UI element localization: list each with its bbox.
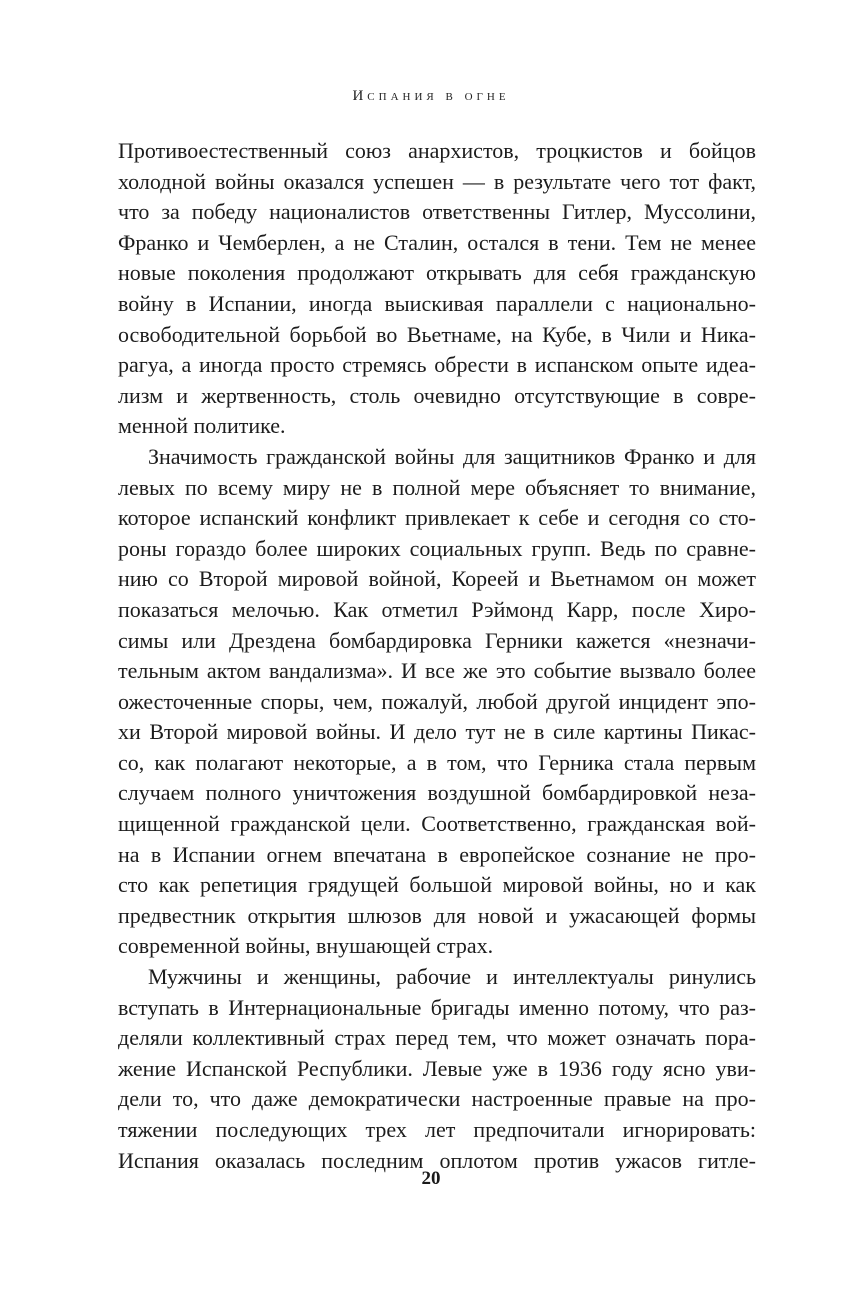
text-line: показаться мелочью. Как отметил Рэймонд Карр, после Хиро- [118, 596, 756, 622]
text-line: дели то, что даже демократически настроенные правые на про- [118, 1086, 756, 1112]
text-line: щищенной гражданской цели. Соответственно, гражданская вой- [118, 811, 756, 837]
text-line: нию со Второй мировой войной, Кореей и Вьетнамом он может [118, 566, 756, 592]
text-line: Противоестественный союз анархистов, троцкистов и бойцов [118, 138, 756, 163]
paragraph-2 [118, 442, 756, 962]
text-line: тельным актом вандализма». И все же это событие вызвало более [118, 658, 756, 684]
text-line: жение Испанской Республики. Левые уже в 1936 году ясно уви- [118, 1055, 756, 1081]
paragraph-1 [118, 136, 756, 442]
text-line: Мужчины и женщины, рабочие и интеллектуалы ринулись [148, 964, 756, 990]
paragraph-3 [118, 962, 756, 1176]
running-header: Испания в огне [352, 88, 510, 104]
text-line: предвестник открытия шлюзов для новой и ужасающей формы [118, 902, 756, 928]
body-text [118, 136, 756, 1176]
text-line: Испания оказалась последним оплотом против ужасов гитле- [118, 1147, 756, 1173]
text-line: войну в Испании, иногда выискивая параллели с национально- [118, 290, 756, 316]
text-line: современной войны, внушающей страх. [118, 933, 494, 959]
text-line: освободительной борьбой во Вьетнаме, на Кубе, в Чили и Ника- [118, 321, 756, 347]
text-line: холодной войны оказался успешен — в результате чего тот факт, [118, 168, 756, 194]
text-line: деляли коллективный страх перед тем, что может означать пора- [118, 1025, 756, 1051]
text-line: менной политике. [118, 413, 286, 439]
text-line: на в Испании огнем впечатана в европейское сознание не про- [118, 841, 756, 867]
page-number: 20 [421, 1168, 441, 1189]
text-line: лизм и жертвенность, столь очевидно отсутствующие в совре- [118, 382, 756, 408]
text-line: вступать в Интернациональные бригады именно потому, что раз- [118, 994, 756, 1020]
text-line: со, как полагают некоторые, а в том, что Герника стала первым [118, 749, 756, 775]
text-line: Значимость гражданской войны для защитников Франко и для [148, 443, 756, 469]
text-line: сто как репетиция грядущей большой мировой войны, но и как [118, 872, 756, 898]
text-line: тяжении последующих трех лет предпочитали игнорировать: [118, 1117, 756, 1142]
text-line: что за победу националистов ответственны Гитлер, Муссолини, [118, 199, 756, 225]
text-line: роны гораздо более широких социальных групп. Ведь по сравне- [118, 535, 756, 561]
text-line: хи Второй мировой войны. И дело тут не в силе картины Пикас- [118, 719, 756, 745]
text-line: левых по всему миру не в полной мере объясняет то внимание, [118, 474, 756, 500]
text-line: Франко и Чемберлен, а не Сталин, остался в тени. Тем не менее [118, 229, 756, 255]
text-line: ожесточенные споры, чем, пожалуй, любой другой инцидент эпо- [118, 688, 756, 714]
text-line: случаем полного уничтожения воздушной бомбардировкой неза- [118, 780, 756, 806]
text-line: новые поколения продолжают открывать для себя гражданскую [118, 260, 756, 286]
text-line: симы или Дрездена бомбардировка Герники кажется «незначи- [118, 627, 756, 653]
text-line: рагуа, а иногда просто стремясь обрести в испанском опыте идеа- [118, 352, 756, 378]
text-line: которое испанский конфликт привлекает к себе и сегодня со сто- [118, 505, 756, 531]
